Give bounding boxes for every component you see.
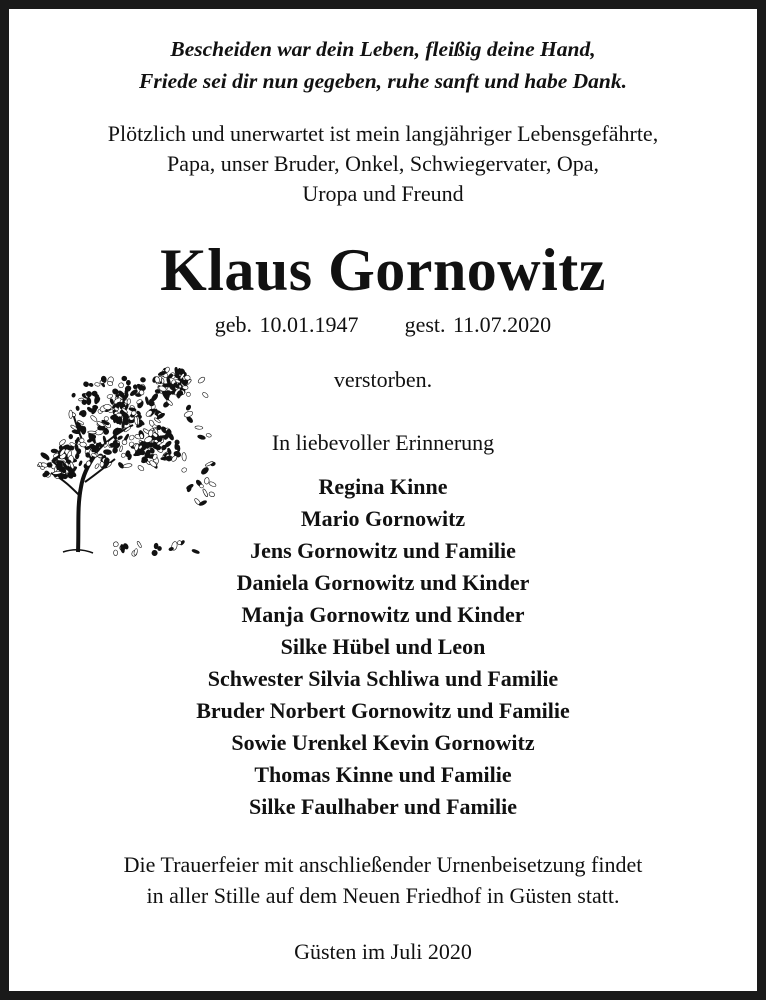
intro-line-3: Uropa und Freund: [302, 181, 464, 206]
intro-line-1: Plötzlich und unerwartet ist mein langjähriger Lebensgefährte,: [107, 121, 659, 146]
intro-line-2: Papa, unser Bruder, Onkel, Schwiegervater, Opa,: [167, 151, 599, 176]
deceased-name: Klaus Gornowitz: [160, 237, 606, 303]
death-date: gest. 11.07.2020: [404, 312, 552, 337]
funeral-line-1: Die Trauerfeier mit anschließender Urnenbeisetzung findet: [123, 852, 643, 877]
obituary-notice: [9, 9, 757, 991]
mourner-name: Mario Gornowitz: [300, 506, 466, 531]
mourner-name: Silke Hübel und Leon: [280, 634, 486, 659]
intro-text: [9, 119, 757, 209]
mourner-name: Bruder Norbert Gornowitz und Familie: [196, 698, 570, 723]
place-date: Güsten im Juli 2020: [294, 939, 472, 964]
mourner-name: Sowie Urenkel Kevin Gornowitz: [231, 730, 535, 755]
deceased-text: verstorben.: [333, 367, 433, 392]
mourner-name: Regina Kinne: [318, 474, 448, 499]
memory-text: In liebevoller Erinnerung: [271, 430, 495, 455]
windblown-tree-icon: [33, 347, 223, 567]
life-dates: [9, 310, 757, 340]
funeral-line-2: in aller Stille auf dem Neuen Friedhof in Güsten statt.: [146, 883, 620, 908]
mourner-name: Jens Gornowitz und Familie: [250, 538, 516, 563]
mourner-name: Manja Gornowitz und Kinder: [241, 602, 525, 627]
verse: [9, 33, 757, 97]
funeral-info: [9, 849, 757, 911]
mourner-name: Thomas Kinne und Familie: [254, 762, 512, 787]
mourner-name: Schwester Silvia Schliwa und Familie: [207, 666, 559, 691]
verse-line-1: Bescheiden war dein Leben, fleißig deine Hand,: [170, 37, 596, 61]
mourner-name: Daniela Gornowitz und Kinder: [236, 570, 530, 595]
birth-date: geb. 10.01.1947: [214, 312, 359, 337]
mourner-name: Silke Faulhaber und Familie: [249, 794, 517, 819]
verse-line-2: Friede sei dir nun gegeben, ruhe sanft und habe Dank.: [138, 69, 627, 93]
